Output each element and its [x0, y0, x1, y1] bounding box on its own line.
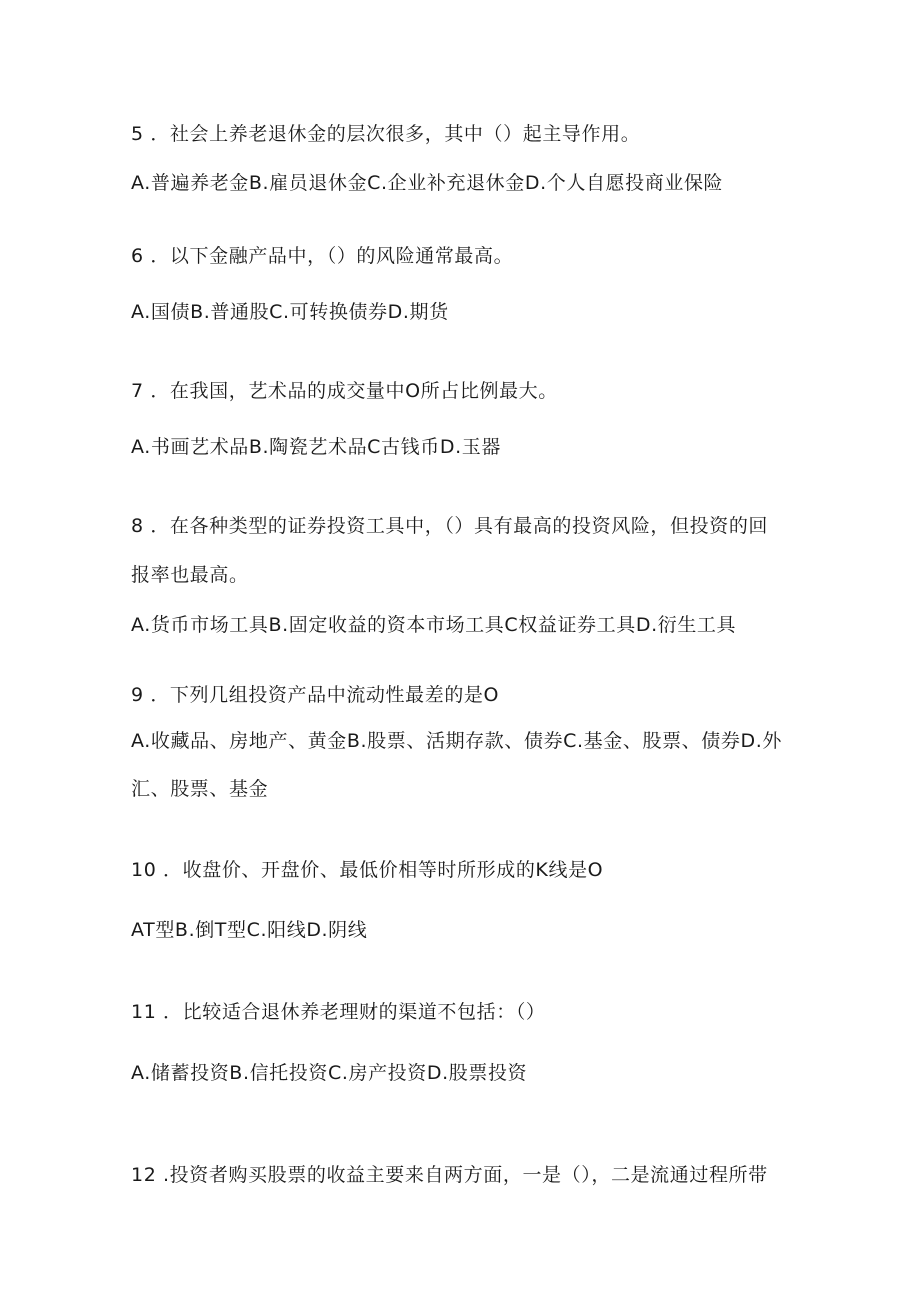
question-8-options: A.货币市场工具B.固定收益的资本市场工具C权益证券工具D.衍生工具 [131, 614, 737, 636]
question-6-options: A.国债B.普通股C.可转换债券D.期货 [131, 301, 449, 323]
question-6-stem: 6 ．以下金融产品中，（）的风险通常最高。 [131, 245, 514, 267]
question-7-options: A.书画艺术品B.陶瓷艺术品C古钱币D.玉器 [131, 436, 501, 458]
question-10-stem: 10 ．收盘价、开盘价、最低价相等时所形成的K线是O [131, 859, 604, 881]
question-9-stem: 9 ．下列几组投资产品中流动性最差的是O [131, 684, 500, 706]
question-8-stem-line-2: 报率也最高。 [131, 564, 249, 586]
question-12-stem: 12 .投资者购买股票的收益主要来自两方面，一是（），二是流通过程所带 [131, 1164, 768, 1186]
question-5-stem: 5 ．社会上养老退休金的层次很多，其中（）起主导作用。 [131, 123, 641, 145]
question-10-options: AT型B.倒T型C.阳线D.阴线 [131, 919, 368, 941]
question-5-options: A.普遍养老金B.雇员退休金C.企业补充退休金D.个人自愿投商业保险 [131, 172, 724, 194]
question-8-stem-line-1: 8 ．在各种类型的证券投资工具中，（）具有最高的投资风险，但投资的回 [131, 515, 769, 537]
question-11-stem: 11 ．比较适合退休养老理财的渠道不包括：（） [131, 1001, 546, 1023]
question-9-options-line-2: 汇、股票、基金 [131, 778, 269, 800]
question-9-options-line-1: A.收藏品、房地产、黄金B.股票、活期存款、债券C.基金、股票、债券D.外 [131, 730, 782, 752]
question-7-stem: 7 ．在我国，艺术品的成交量中O所占比例最大。 [131, 380, 558, 402]
question-11-options: A.储蓄投资B.信托投资C.房产投资D.股票投资 [131, 1062, 528, 1084]
